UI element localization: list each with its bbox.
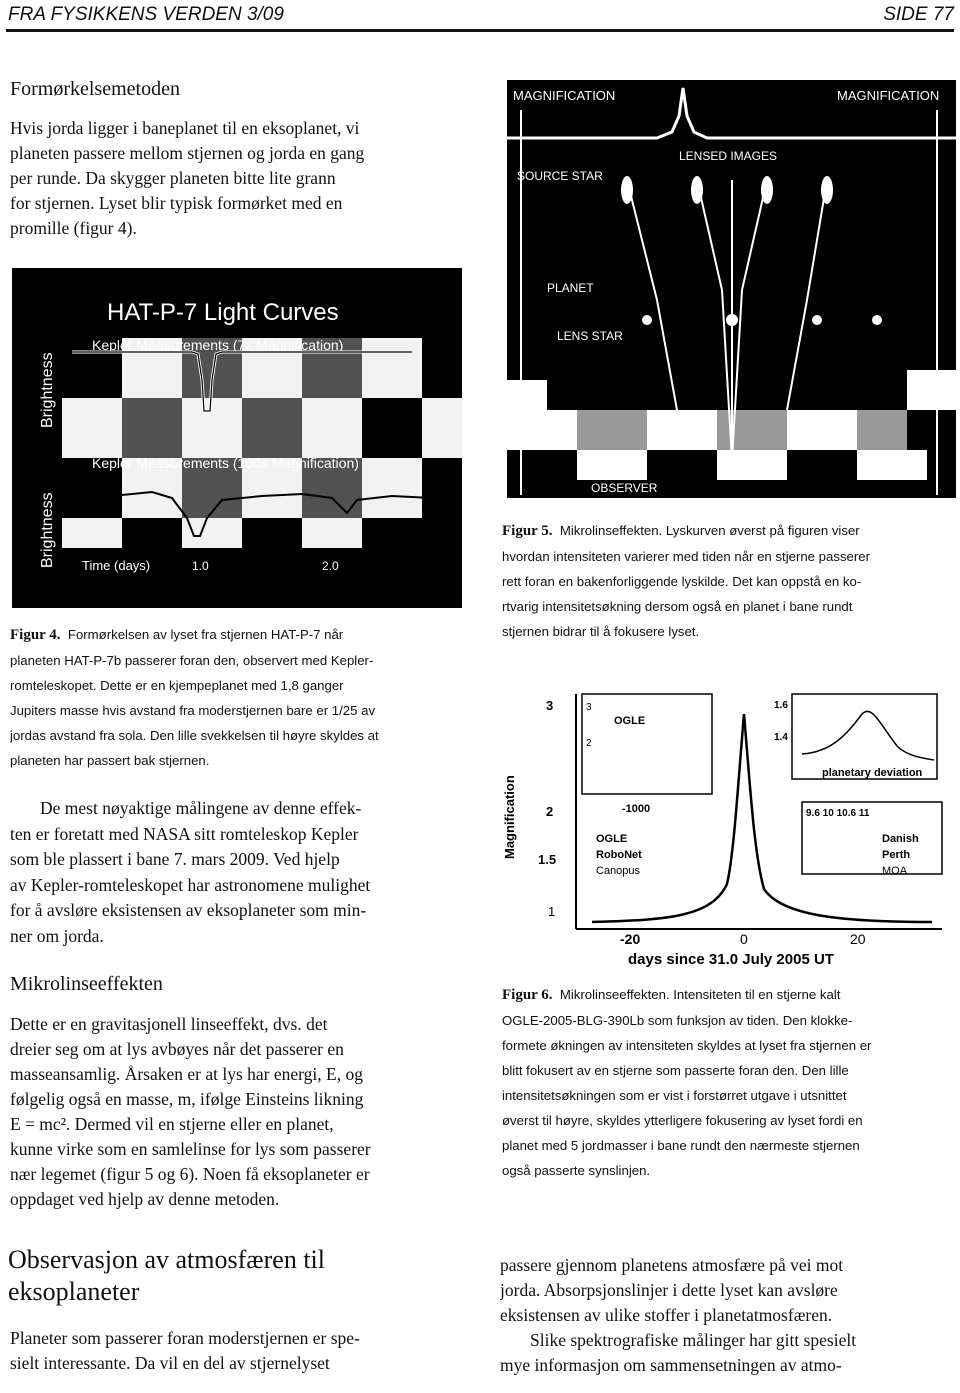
figure6-inset2-y16: 1.6 <box>774 700 788 711</box>
heading-line: Observasjon av atmosfæren til <box>8 1245 325 1274</box>
text-line: som ble plassert i bane 7. mars 2009. Ved hjelp <box>10 849 340 869</box>
caption-label: Figur 5. <box>502 523 553 539</box>
page-number: SIDE 77 <box>883 4 954 25</box>
text-line: promille (figur 4). <box>10 218 137 238</box>
figure4-panel1-label: Kepler Measurements (7x Magnification) <box>92 337 344 353</box>
text-line: per runde. Da skygger planeten bitte lite grann <box>10 168 336 188</box>
heading-line: eksoplaneter <box>8 1277 140 1306</box>
figure6-inset-left <box>582 694 712 794</box>
figure4-caption <box>10 622 458 773</box>
figure5-magnification-left: MAGNIFICATION <box>513 88 616 103</box>
figure6-ytick-1: 1 <box>548 904 556 919</box>
caption-line: planet med 5 jordmasser i bane rundt den nærmeste stjernen <box>502 1138 860 1153</box>
caption-line: Formørkelsen av lyset fra stjernen HAT-P-7 når <box>67 627 344 642</box>
text-line: jorda. Absorpsjonslinjer i dette lyset kan avsløre <box>500 1280 838 1300</box>
figure6-legend-danish: Danish <box>882 833 919 845</box>
text-line: mye informasjon om sammensetningen av atmo- <box>500 1355 842 1375</box>
figure4-tick-1: 1.0 <box>192 559 209 573</box>
figure6-ylabel: Magnification <box>502 775 517 859</box>
text-line: E = mc². Dermed vil en stjerne eller en planet, <box>10 1114 334 1134</box>
text-line: dreier seg om at lys avbøyes når det passerer en <box>10 1039 344 1059</box>
text-line: kunne virke som en samlelinse for lys som passerer <box>10 1139 371 1159</box>
figure4-ylabel-top: Brightness <box>39 352 56 428</box>
figure6-inset2-y14: 1.4 <box>774 732 788 743</box>
text-line: planeten passere mellom stjernen og jorda en gang <box>10 143 365 163</box>
figure6-legend-ogle: OGLE <box>596 833 628 845</box>
caption-line: stjernen bidrar til å fokusere lyset. <box>502 624 700 639</box>
figure5-observer-label: OBSERVER <box>591 481 658 495</box>
caption-line: jordas avstand fra sola. Den lille svekkelsen til høyre skyldes at <box>10 728 379 743</box>
figure4-panel2-label: Kepler Measurements (100x Magnification) <box>92 455 359 471</box>
figure5-planet-label: PLANET <box>547 281 594 295</box>
text-line: oppdaget ved hjelp av denne metoden. <box>10 1189 280 1209</box>
figure6-inset-ogle: OGLE <box>614 715 646 727</box>
figure6-xtick-0: 0 <box>740 931 748 947</box>
caption-line: OGLE-2005-BLG-390Lb som funksjon av tiden. Den klokke- <box>502 1013 853 1028</box>
figure6-xtick-20: 20 <box>850 931 866 947</box>
figure5-lens-star-label: LENS STAR <box>557 329 623 343</box>
caption-line: intensitetsøkningen som er vist i forstørret utgave i utsnittet <box>502 1088 847 1103</box>
figure4-ylabel-bottom: Brightness <box>39 492 56 568</box>
caption-label: Figur 6. <box>502 987 553 1003</box>
figure6-xlabel: days since 31.0 July 2005 UT <box>628 951 834 968</box>
figure6-planetary-deviation: planetary deviation <box>822 767 923 779</box>
figure6-caption <box>502 982 956 1183</box>
figure6-xtick-m20: -20 <box>620 931 641 947</box>
figure4-graphic <box>12 268 462 608</box>
caption-line: planeten har passert bak stjernen. <box>10 753 210 768</box>
figure6-legend-robonet: RoboNet <box>596 849 642 861</box>
caption-line: formete økningen av intensiteten skyldes at lyset fra stjernen er <box>502 1038 872 1053</box>
text-line: sielt interessante. Da vil en del av stjernelyset <box>10 1353 330 1373</box>
figure6-inset-y3: 3 <box>586 702 592 713</box>
text-line: De mest nøyaktige målingene av denne effek- <box>40 798 362 818</box>
figure6-graphic <box>502 684 952 974</box>
caption-line: rtvarig intensitetsøkning dersom også en planet i bane rundt <box>502 599 853 614</box>
figure4-tick-2: 2.0 <box>322 559 339 573</box>
caption-line: rett foran en bakenforliggende lyskilde. Det kan oppstå en ko- <box>502 574 862 589</box>
figure6-legend-moa: MOA <box>882 865 908 877</box>
text-line: Planeter som passerer foran moderstjernen er spe- <box>10 1328 360 1348</box>
journal-issue: FRA FYSIKKENS VERDEN 3/09 <box>8 4 284 25</box>
paragraph-kepler <box>10 796 460 949</box>
text-line: Dette er en gravitasjonell linseeffekt, dvs. det <box>10 1014 328 1034</box>
text-line: Hvis jorda ligger i baneplanet til en eksoplanet, vi <box>10 118 360 138</box>
figure6-ytick-1-5: 1.5 <box>538 852 557 867</box>
figure6-light-curve-plot <box>502 684 952 974</box>
text-line: ner om jorda. <box>10 925 104 946</box>
section-heading-formorkelse: Formørkelsemetoden <box>10 78 180 100</box>
text-line: masseansamlig. Årsaken er at lys har energi, E, og <box>10 1064 363 1084</box>
figure5-graphic <box>507 80 956 498</box>
text-line: for stjernen. Lyset blir typisk formørket med en <box>10 193 343 213</box>
paragraph-right-bottom <box>500 1253 956 1378</box>
caption-line: hvordan intensiteten varierer med tiden når en stjerne passerer <box>502 549 870 564</box>
caption-line: romteleskopet. Dette er en kjempeplanet med 1,8 ganger <box>10 678 344 693</box>
figure6-inset2-ticks: 9.6 10 10.6 11 <box>806 808 870 819</box>
figure4-light-curves-image <box>12 268 462 608</box>
caption-line: også passerte synslinjen. <box>502 1163 651 1178</box>
caption-line: Jupiters masse hvis avstand fra moderstjernen bare er 1/25 av <box>10 703 376 718</box>
caption-line: Mikrolinseeffekten. Intensiteten til en stjerne kalt <box>559 987 841 1002</box>
text-line: av Kepler-romteleskopet har astronomene mulighet <box>10 874 371 895</box>
figure4-xlabel: Time (days) <box>82 558 151 573</box>
caption-line: Mikrolinseffekten. Lyskurven øverst på figuren viser <box>559 523 860 538</box>
running-header <box>0 0 960 30</box>
figure5-caption <box>502 518 956 644</box>
caption-line: blitt fokusert av en stjerne som passerte foran den. Den lille <box>502 1063 849 1078</box>
figure6-ytick-3: 3 <box>546 698 554 713</box>
figure5-microlensing-diagram <box>507 80 956 498</box>
text-line: Slike spektrografiske målinger har gitt spesielt <box>530 1330 857 1350</box>
figure5-source-star: SOURCE STAR <box>517 169 603 183</box>
figure6-inset-time: -1000 <box>622 803 651 815</box>
header-rule <box>6 29 954 32</box>
figure6-legend-perth: Perth <box>882 849 911 861</box>
figure6-ytick-2: 2 <box>546 804 554 819</box>
figure6-curve <box>592 714 932 922</box>
figure5-lensed-images: LENSED IMAGES <box>679 149 778 163</box>
figure6-legend-canopus: Canopus <box>596 865 641 877</box>
caption-line: øverst til høyre, skyldes ytterligere fokusering av lyset fordi en <box>502 1113 863 1128</box>
text-line: følgelig også en masse, m, ifølge Einsteins likning <box>10 1089 364 1109</box>
section-heading-atmosfaere <box>8 1244 325 1308</box>
figure5-magnification-right: MAGNIFICATION <box>837 88 940 103</box>
text-line: passere gjennom planetens atmosfære på vei mot <box>500 1255 844 1275</box>
caption-label: Figur 4. <box>10 627 61 643</box>
text-line: for å avsløre eksistensen av eksoplaneter som min- <box>10 900 367 920</box>
text-line: eksistensen av ulike stoffer i planetatmosfæren. <box>500 1305 833 1325</box>
paragraph-atmosfaere <box>10 1326 460 1376</box>
figure4-title: HAT-P-7 Light Curves <box>107 299 339 326</box>
figure6-inset-y2: 2 <box>586 738 592 749</box>
caption-line: planeten HAT-P-7b passerer foran den, observert med Kepler- <box>10 653 374 668</box>
text-line: nær legemet (figur 5 og 6). Noen få eksoplaneter er <box>10 1164 370 1184</box>
text-line: ten er foretatt med NASA sitt romteleskop Kepler <box>10 823 359 844</box>
paragraph-formorkelse <box>10 116 460 241</box>
paragraph-mikrolinse <box>10 1012 460 1212</box>
section-heading-mikrolinse: Mikrolinseeffekten <box>10 973 163 995</box>
